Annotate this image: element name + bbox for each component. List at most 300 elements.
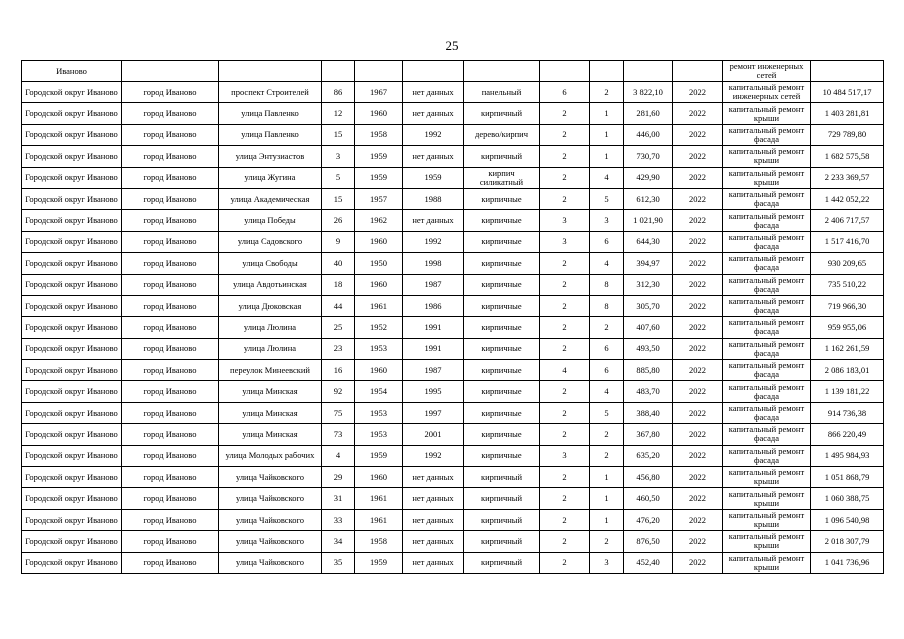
cell-street: улица Чайковского — [219, 552, 322, 573]
table-row — [22, 146, 884, 167]
cell-area: 876,50 — [624, 531, 673, 552]
cell-cost: 1 442 052,22 — [811, 188, 884, 209]
cell-municipality: Городской округ Иваново — [22, 445, 122, 466]
cell-wall-material: кирпичный — [464, 552, 540, 573]
cell-street: улица Павленко — [219, 103, 322, 124]
cell-build-year: 1962 — [355, 210, 403, 231]
cell-street: улица Жугина — [219, 167, 322, 188]
table-row — [22, 167, 884, 188]
cell-floors: 2 — [540, 124, 590, 145]
cell-work-type: капитальный ремонт фасада — [723, 231, 811, 252]
cell-wall-material: кирпичные — [464, 338, 540, 359]
cell-work-type: ремонт инженерных сетей — [723, 61, 811, 82]
cell-municipality: Городской округ Иваново — [22, 146, 122, 167]
cell-last-repair-year: нет данных — [403, 82, 464, 103]
cell-cost: 1 096 540,98 — [811, 509, 884, 530]
cell-floors: 3 — [540, 231, 590, 252]
housing-repair-table — [21, 60, 884, 574]
cell-municipality: Городской округ Иваново — [22, 188, 122, 209]
cell-plan-year: 2022 — [673, 402, 723, 423]
table-row — [22, 552, 884, 573]
cell-plan-year — [673, 61, 723, 82]
table-row — [22, 61, 884, 82]
cell-street: улица Молодых рабочих — [219, 445, 322, 466]
cell-house-number: 35 — [322, 552, 355, 573]
cell-floors: 2 — [540, 531, 590, 552]
cell-settlement: город Иваново — [122, 295, 219, 316]
cell-build-year: 1952 — [355, 317, 403, 338]
cell-work-type: капитальный ремонт фасада — [723, 445, 811, 466]
cell-cost: 1 139 181,22 — [811, 381, 884, 402]
cell-house-number: 5 — [322, 167, 355, 188]
cell-plan-year: 2022 — [673, 231, 723, 252]
cell-build-year: 1959 — [355, 167, 403, 188]
cell-entrances: 1 — [590, 509, 624, 530]
page-number: 25 — [445, 38, 459, 53]
cell-street: улица Авдотьинская — [219, 274, 322, 295]
table-row — [22, 124, 884, 145]
cell-house-number: 3 — [322, 146, 355, 167]
cell-plan-year: 2022 — [673, 509, 723, 530]
cell-cost: 1 060 388,75 — [811, 488, 884, 509]
cell-build-year: 1960 — [355, 231, 403, 252]
cell-build-year: 1961 — [355, 488, 403, 509]
cell-area: 460,50 — [624, 488, 673, 509]
cell-house-number: 44 — [322, 295, 355, 316]
cell-plan-year: 2022 — [673, 467, 723, 488]
cell-last-repair-year: нет данных — [403, 509, 464, 530]
cell-wall-material: кирпич силикатный — [464, 167, 540, 188]
cell-settlement — [122, 61, 219, 82]
cell-street: улица Минская — [219, 381, 322, 402]
cell-street: улица Чайковского — [219, 531, 322, 552]
cell-plan-year: 2022 — [673, 338, 723, 359]
cell-street: проспект Строителей — [219, 82, 322, 103]
cell-settlement: город Иваново — [122, 381, 219, 402]
cell-municipality: Городской округ Иваново — [22, 231, 122, 252]
cell-wall-material: кирпичные — [464, 188, 540, 209]
cell-area: 730,70 — [624, 146, 673, 167]
cell-plan-year: 2022 — [673, 552, 723, 573]
cell-entrances: 4 — [590, 167, 624, 188]
cell-settlement: город Иваново — [122, 317, 219, 338]
table-row — [22, 338, 884, 359]
cell-settlement: город Иваново — [122, 124, 219, 145]
cell-area: 885,80 — [624, 360, 673, 381]
cell-floors: 2 — [540, 274, 590, 295]
cell-cost: 1 682 575,58 — [811, 146, 884, 167]
table-row — [22, 295, 884, 316]
table-row — [22, 509, 884, 530]
cell-cost: 959 955,06 — [811, 317, 884, 338]
table-row — [22, 82, 884, 103]
cell-build-year: 1957 — [355, 188, 403, 209]
cell-plan-year: 2022 — [673, 188, 723, 209]
table-row — [22, 381, 884, 402]
cell-municipality: Городской округ Иваново — [22, 402, 122, 423]
cell-floors: 2 — [540, 488, 590, 509]
cell-street: улица Свободы — [219, 253, 322, 274]
cell-area: 407,60 — [624, 317, 673, 338]
cell-floors: 2 — [540, 381, 590, 402]
cell-last-repair-year: 1991 — [403, 317, 464, 338]
cell-cost: 735 510,22 — [811, 274, 884, 295]
cell-area: 635,20 — [624, 445, 673, 466]
cell-street: улица Чайковского — [219, 467, 322, 488]
cell-area: 476,20 — [624, 509, 673, 530]
table-row — [22, 317, 884, 338]
cell-settlement: город Иваново — [122, 360, 219, 381]
cell-street: улица Павленко — [219, 124, 322, 145]
cell-build-year: 1961 — [355, 509, 403, 530]
cell-plan-year: 2022 — [673, 167, 723, 188]
cell-settlement: город Иваново — [122, 445, 219, 466]
cell-settlement: город Иваново — [122, 274, 219, 295]
cell-work-type: капитальный ремонт крыши — [723, 509, 811, 530]
cell-house-number: 16 — [322, 360, 355, 381]
cell-municipality: Городской округ Иваново — [22, 295, 122, 316]
cell-house-number: 34 — [322, 531, 355, 552]
cell-wall-material: кирпичные — [464, 274, 540, 295]
table-row — [22, 531, 884, 552]
cell-wall-material: панельный — [464, 82, 540, 103]
cell-last-repair-year: 1992 — [403, 445, 464, 466]
cell-build-year: 1961 — [355, 295, 403, 316]
cell-entrances: 4 — [590, 381, 624, 402]
cell-work-type: капитальный ремонт фасада — [723, 402, 811, 423]
cell-last-repair-year: 2001 — [403, 424, 464, 445]
cell-entrances: 6 — [590, 231, 624, 252]
cell-house-number: 31 — [322, 488, 355, 509]
cell-entrances: 6 — [590, 338, 624, 359]
cell-municipality: Городской округ Иваново — [22, 103, 122, 124]
cell-entrances: 2 — [590, 424, 624, 445]
cell-settlement: город Иваново — [122, 531, 219, 552]
cell-build-year — [355, 61, 403, 82]
cell-floors: 2 — [540, 167, 590, 188]
cell-build-year: 1958 — [355, 124, 403, 145]
cell-entrances: 1 — [590, 103, 624, 124]
cell-cost: 719 966,30 — [811, 295, 884, 316]
cell-last-repair-year: 1987 — [403, 360, 464, 381]
cell-build-year: 1959 — [355, 146, 403, 167]
cell-last-repair-year: 1998 — [403, 253, 464, 274]
cell-work-type: капитальный ремонт фасада — [723, 360, 811, 381]
cell-entrances: 1 — [590, 467, 624, 488]
cell-cost: 1 041 736,96 — [811, 552, 884, 573]
cell-wall-material: кирпичные — [464, 360, 540, 381]
cell-area: 394,97 — [624, 253, 673, 274]
cell-work-type: капитальный ремонт фасада — [723, 424, 811, 445]
cell-street: улица Дюковская — [219, 295, 322, 316]
cell-municipality: Городской округ Иваново — [22, 360, 122, 381]
cell-settlement: город Иваново — [122, 402, 219, 423]
cell-floors: 2 — [540, 509, 590, 530]
cell-work-type: капитальный ремонт инженерных сетей — [723, 82, 811, 103]
cell-house-number: 25 — [322, 317, 355, 338]
cell-entrances: 1 — [590, 146, 624, 167]
cell-build-year: 1958 — [355, 531, 403, 552]
cell-municipality: Городской округ Иваново — [22, 424, 122, 445]
cell-area: 281,60 — [624, 103, 673, 124]
cell-area: 312,30 — [624, 274, 673, 295]
cell-settlement: город Иваново — [122, 509, 219, 530]
table-row — [22, 467, 884, 488]
cell-work-type: капитальный ремонт фасада — [723, 295, 811, 316]
cell-municipality: Городской округ Иваново — [22, 82, 122, 103]
cell-municipality: Городской округ Иваново — [22, 509, 122, 530]
cell-cost: 914 736,38 — [811, 402, 884, 423]
cell-floors: 6 — [540, 82, 590, 103]
cell-house-number: 33 — [322, 509, 355, 530]
cell-work-type: капитальный ремонт фасада — [723, 210, 811, 231]
cell-settlement: город Иваново — [122, 467, 219, 488]
cell-work-type: капитальный ремонт фасада — [723, 274, 811, 295]
cell-floors: 2 — [540, 552, 590, 573]
cell-last-repair-year: 1997 — [403, 402, 464, 423]
cell-wall-material: дерево/кирпич — [464, 124, 540, 145]
cell-entrances: 4 — [590, 253, 624, 274]
cell-build-year: 1959 — [355, 445, 403, 466]
cell-house-number: 73 — [322, 424, 355, 445]
cell-house-number: 4 — [322, 445, 355, 466]
cell-cost: 1 162 261,59 — [811, 338, 884, 359]
cell-settlement: город Иваново — [122, 552, 219, 573]
cell-settlement: город Иваново — [122, 488, 219, 509]
table-body — [22, 61, 884, 574]
cell-build-year: 1953 — [355, 424, 403, 445]
cell-last-repair-year: 1992 — [403, 124, 464, 145]
cell-municipality: Городской округ Иваново — [22, 488, 122, 509]
cell-settlement: город Иваново — [122, 210, 219, 231]
cell-entrances: 1 — [590, 488, 624, 509]
cell-build-year: 1960 — [355, 467, 403, 488]
cell-street: улица Минская — [219, 402, 322, 423]
table-row — [22, 360, 884, 381]
cell-house-number: 15 — [322, 188, 355, 209]
cell-wall-material: кирпичный — [464, 488, 540, 509]
cell-work-type: капитальный ремонт крыши — [723, 146, 811, 167]
cell-street: улица Люлина — [219, 338, 322, 359]
cell-work-type: капитальный ремонт фасада — [723, 253, 811, 274]
cell-cost: 10 484 517,17 — [811, 82, 884, 103]
cell-floors: 2 — [540, 467, 590, 488]
table-row — [22, 188, 884, 209]
cell-cost: 930 209,65 — [811, 253, 884, 274]
cell-settlement: город Иваново — [122, 146, 219, 167]
cell-house-number: 9 — [322, 231, 355, 252]
cell-plan-year: 2022 — [673, 424, 723, 445]
cell-floors: 4 — [540, 360, 590, 381]
cell-build-year: 1960 — [355, 360, 403, 381]
cell-house-number — [322, 61, 355, 82]
cell-street: улица Люлина — [219, 317, 322, 338]
cell-work-type: капитальный ремонт крыши — [723, 552, 811, 573]
cell-area: 388,40 — [624, 402, 673, 423]
cell-build-year: 1960 — [355, 274, 403, 295]
cell-work-type: капитальный ремонт фасада — [723, 317, 811, 338]
cell-entrances: 2 — [590, 531, 624, 552]
cell-plan-year: 2022 — [673, 445, 723, 466]
cell-area: 305,70 — [624, 295, 673, 316]
cell-plan-year: 2022 — [673, 274, 723, 295]
cell-plan-year: 2022 — [673, 488, 723, 509]
cell-settlement: город Иваново — [122, 253, 219, 274]
cell-street: улица Садовского — [219, 231, 322, 252]
cell-house-number: 86 — [322, 82, 355, 103]
cell-house-number: 23 — [322, 338, 355, 359]
cell-municipality: Городской округ Иваново — [22, 552, 122, 573]
cell-wall-material: кирпичные — [464, 402, 540, 423]
cell-last-repair-year: 1988 — [403, 188, 464, 209]
cell-plan-year: 2022 — [673, 124, 723, 145]
cell-municipality: Городской округ Иваново — [22, 124, 122, 145]
cell-entrances — [590, 61, 624, 82]
cell-cost: 729 789,80 — [811, 124, 884, 145]
cell-entrances: 2 — [590, 445, 624, 466]
cell-build-year: 1950 — [355, 253, 403, 274]
table-row — [22, 424, 884, 445]
cell-floors: 2 — [540, 103, 590, 124]
cell-wall-material: кирпичные — [464, 253, 540, 274]
cell-area: 3 822,10 — [624, 82, 673, 103]
cell-settlement: город Иваново — [122, 103, 219, 124]
cell-house-number: 18 — [322, 274, 355, 295]
cell-area: 483,70 — [624, 381, 673, 402]
cell-last-repair-year: 1991 — [403, 338, 464, 359]
cell-street: улица Победы — [219, 210, 322, 231]
cell-wall-material: кирпичные — [464, 210, 540, 231]
cell-entrances: 3 — [590, 552, 624, 573]
cell-municipality: Городской округ Иваново — [22, 531, 122, 552]
cell-work-type: капитальный ремонт крыши — [723, 467, 811, 488]
cell-municipality: Городской округ Иваново — [22, 338, 122, 359]
cell-street: улица Минская — [219, 424, 322, 445]
cell-wall-material: кирпичные — [464, 317, 540, 338]
cell-house-number: 29 — [322, 467, 355, 488]
cell-build-year: 1953 — [355, 402, 403, 423]
cell-plan-year: 2022 — [673, 381, 723, 402]
cell-area: 1 021,90 — [624, 210, 673, 231]
cell-settlement: город Иваново — [122, 82, 219, 103]
cell-wall-material: кирпичные — [464, 445, 540, 466]
cell-last-repair-year: 1995 — [403, 381, 464, 402]
cell-street: улица Академическая — [219, 188, 322, 209]
cell-entrances: 5 — [590, 188, 624, 209]
cell-street: улица Чайковского — [219, 488, 322, 509]
cell-plan-year: 2022 — [673, 295, 723, 316]
cell-wall-material: кирпичный — [464, 531, 540, 552]
cell-area: 452,40 — [624, 552, 673, 573]
cell-municipality: Городской округ Иваново — [22, 317, 122, 338]
cell-municipality: Иваново — [22, 61, 122, 82]
cell-cost: 2 406 717,57 — [811, 210, 884, 231]
cell-last-repair-year: нет данных — [403, 467, 464, 488]
cell-last-repair-year: 1986 — [403, 295, 464, 316]
cell-last-repair-year: нет данных — [403, 210, 464, 231]
cell-wall-material: кирпичные — [464, 424, 540, 445]
cell-wall-material: кирпичные — [464, 231, 540, 252]
cell-area: 429,90 — [624, 167, 673, 188]
cell-municipality: Городской округ Иваново — [22, 167, 122, 188]
cell-last-repair-year: нет данных — [403, 146, 464, 167]
cell-area: 446,00 — [624, 124, 673, 145]
cell-house-number: 92 — [322, 381, 355, 402]
cell-work-type: капитальный ремонт фасада — [723, 188, 811, 209]
cell-entrances: 2 — [590, 317, 624, 338]
cell-settlement: город Иваново — [122, 231, 219, 252]
cell-floors: 3 — [540, 210, 590, 231]
table-row — [22, 402, 884, 423]
cell-last-repair-year: нет данных — [403, 552, 464, 573]
cell-cost: 866 220,49 — [811, 424, 884, 445]
cell-floors: 2 — [540, 188, 590, 209]
cell-wall-material: кирпичные — [464, 295, 540, 316]
cell-street — [219, 61, 322, 82]
cell-floors: 2 — [540, 317, 590, 338]
cell-floors: 2 — [540, 146, 590, 167]
cell-area: 493,50 — [624, 338, 673, 359]
cell-settlement: город Иваново — [122, 424, 219, 445]
cell-wall-material: кирпичный — [464, 509, 540, 530]
cell-wall-material — [464, 61, 540, 82]
cell-house-number: 26 — [322, 210, 355, 231]
cell-wall-material: кирпичный — [464, 103, 540, 124]
cell-last-repair-year: 1992 — [403, 231, 464, 252]
cell-area: 367,80 — [624, 424, 673, 445]
cell-house-number: 12 — [322, 103, 355, 124]
cell-plan-year: 2022 — [673, 210, 723, 231]
cell-entrances: 3 — [590, 210, 624, 231]
cell-last-repair-year: нет данных — [403, 531, 464, 552]
cell-house-number: 40 — [322, 253, 355, 274]
cell-entrances: 2 — [590, 82, 624, 103]
cell-work-type: капитальный ремонт крыши — [723, 167, 811, 188]
cell-work-type: капитальный ремонт фасада — [723, 338, 811, 359]
cell-plan-year: 2022 — [673, 146, 723, 167]
cell-floors — [540, 61, 590, 82]
table-row — [22, 488, 884, 509]
cell-settlement: город Иваново — [122, 188, 219, 209]
table-row — [22, 253, 884, 274]
cell-last-repair-year: нет данных — [403, 103, 464, 124]
cell-area — [624, 61, 673, 82]
cell-work-type: капитальный ремонт фасада — [723, 124, 811, 145]
table-row — [22, 210, 884, 231]
cell-wall-material: кирпичный — [464, 467, 540, 488]
cell-plan-year: 2022 — [673, 253, 723, 274]
cell-area: 612,30 — [624, 188, 673, 209]
table-row — [22, 445, 884, 466]
cell-cost: 1 495 984,93 — [811, 445, 884, 466]
cell-plan-year: 2022 — [673, 317, 723, 338]
cell-floors: 2 — [540, 424, 590, 445]
cell-street: улица Чайковского — [219, 509, 322, 530]
cell-cost: 1 517 416,70 — [811, 231, 884, 252]
cell-build-year: 1960 — [355, 103, 403, 124]
cell-wall-material: кирпичные — [464, 381, 540, 402]
cell-plan-year: 2022 — [673, 82, 723, 103]
table-row — [22, 103, 884, 124]
cell-floors: 2 — [540, 338, 590, 359]
cell-municipality: Городской округ Иваново — [22, 210, 122, 231]
cell-municipality: Городской округ Иваново — [22, 467, 122, 488]
cell-last-repair-year: 1987 — [403, 274, 464, 295]
cell-build-year: 1954 — [355, 381, 403, 402]
cell-cost: 1 403 281,81 — [811, 103, 884, 124]
cell-build-year: 1959 — [355, 552, 403, 573]
cell-floors: 2 — [540, 402, 590, 423]
